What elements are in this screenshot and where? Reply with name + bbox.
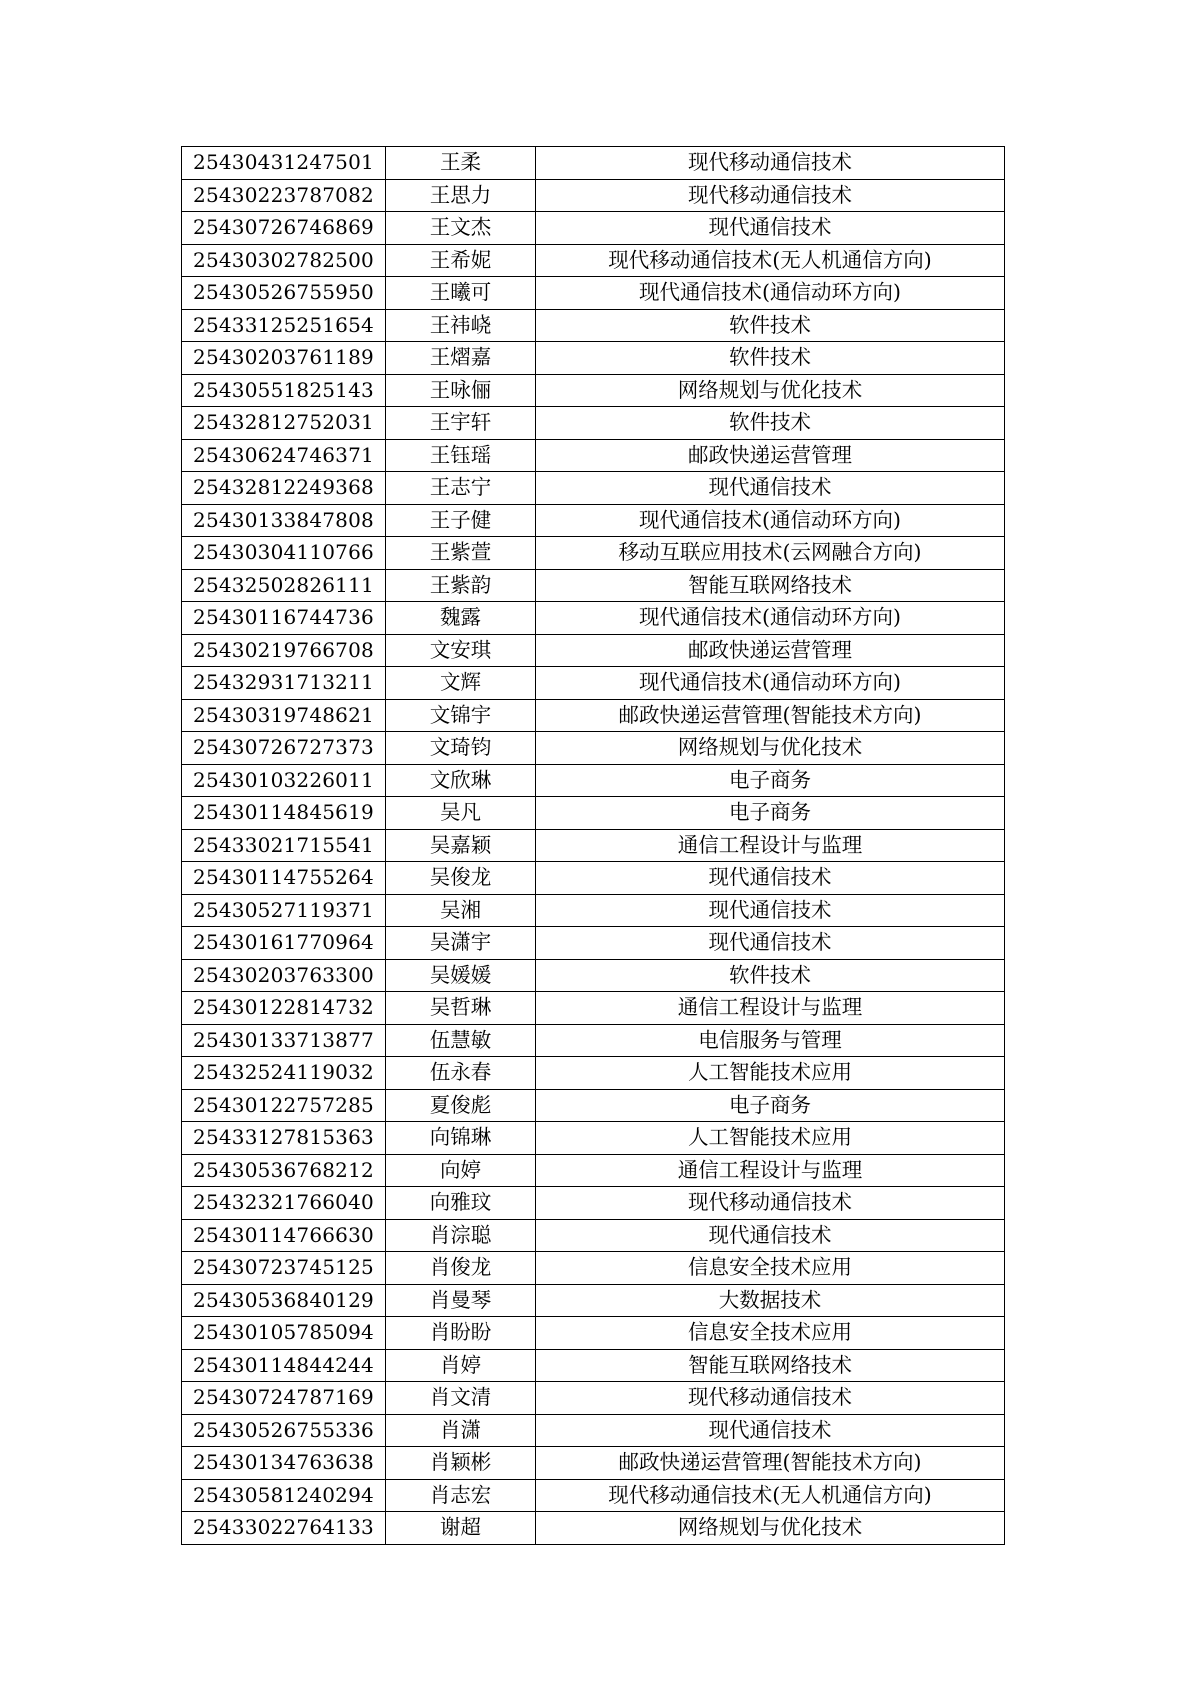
table-row [182, 764, 1005, 797]
major-cell: 智能互联网络技术 [536, 1349, 1005, 1382]
exam-number-cell: 25433125251654 [182, 309, 386, 342]
table-row [182, 602, 1005, 635]
table-row [182, 407, 1005, 440]
exam-number-cell: 25430122757285 [182, 1089, 386, 1122]
student-name-cell: 肖潇 [386, 1414, 536, 1447]
student-name-cell: 王文杰 [386, 212, 536, 245]
table-row [182, 309, 1005, 342]
exam-number-cell: 25432321766040 [182, 1187, 386, 1220]
major-cell: 现代通信技术 [536, 1414, 1005, 1447]
table-row [182, 797, 1005, 830]
major-cell: 电子商务 [536, 764, 1005, 797]
exam-number-cell: 25430114845619 [182, 797, 386, 830]
exam-number-cell: 25430726727373 [182, 732, 386, 765]
exam-number-cell: 25430203761189 [182, 342, 386, 375]
student-name-cell: 夏俊彪 [386, 1089, 536, 1122]
student-name-cell: 王熠嘉 [386, 342, 536, 375]
student-name-cell: 伍慧敏 [386, 1024, 536, 1057]
major-cell: 软件技术 [536, 309, 1005, 342]
major-cell: 现代通信技术 [536, 1219, 1005, 1252]
exam-number-cell: 25430726746869 [182, 212, 386, 245]
exam-number-cell: 25430536840129 [182, 1284, 386, 1317]
exam-number-cell: 25432524119032 [182, 1057, 386, 1090]
student-name-cell: 文琦钧 [386, 732, 536, 765]
exam-number-cell: 25432812249368 [182, 472, 386, 505]
student-name-cell: 王志宁 [386, 472, 536, 505]
table-row [182, 992, 1005, 1025]
table-row [182, 699, 1005, 732]
student-name-cell: 肖志宏 [386, 1479, 536, 1512]
table-row [182, 1154, 1005, 1187]
table-row [182, 212, 1005, 245]
student-name-cell: 肖俊龙 [386, 1252, 536, 1285]
student-name-cell: 王紫韵 [386, 569, 536, 602]
table-row [182, 829, 1005, 862]
major-cell: 现代通信技术 [536, 894, 1005, 927]
exam-number-cell: 25430114844244 [182, 1349, 386, 1382]
student-name-cell: 吴凡 [386, 797, 536, 830]
major-cell: 邮政快递运营管理(智能技术方向) [536, 699, 1005, 732]
exam-number-cell: 25430319748621 [182, 699, 386, 732]
major-cell: 智能互联网络技术 [536, 569, 1005, 602]
student-name-cell: 谢超 [386, 1512, 536, 1545]
table-row [182, 277, 1005, 310]
major-cell: 电子商务 [536, 1089, 1005, 1122]
table-row [182, 862, 1005, 895]
exam-number-cell: 25433127815363 [182, 1122, 386, 1155]
student-name-cell: 王紫萱 [386, 537, 536, 570]
major-cell: 软件技术 [536, 959, 1005, 992]
table-row [182, 1252, 1005, 1285]
student-name-cell: 肖婷 [386, 1349, 536, 1382]
student-name-cell: 吴俊龙 [386, 862, 536, 895]
major-cell: 通信工程设计与监理 [536, 1154, 1005, 1187]
major-cell: 大数据技术 [536, 1284, 1005, 1317]
exam-number-cell: 25430114766630 [182, 1219, 386, 1252]
student-name-cell: 王希妮 [386, 244, 536, 277]
table-row [182, 1024, 1005, 1057]
major-cell: 现代通信技术(通信动环方向) [536, 277, 1005, 310]
student-name-cell: 文锦宇 [386, 699, 536, 732]
table-row [182, 1382, 1005, 1415]
table-row [182, 1317, 1005, 1350]
table-row [182, 439, 1005, 472]
exam-number-cell: 25430526755336 [182, 1414, 386, 1447]
major-cell: 网络规划与优化技术 [536, 374, 1005, 407]
exam-number-cell: 25432931713211 [182, 667, 386, 700]
exam-number-cell: 25430304110766 [182, 537, 386, 570]
major-cell: 现代通信技术(通信动环方向) [536, 504, 1005, 537]
student-name-cell: 王思力 [386, 179, 536, 212]
exam-number-cell: 25432812752031 [182, 407, 386, 440]
major-cell: 现代通信技术(通信动环方向) [536, 602, 1005, 635]
exam-number-cell: 25433021715541 [182, 829, 386, 862]
student-name-cell: 肖文清 [386, 1382, 536, 1415]
table-row [182, 244, 1005, 277]
student-name-cell: 吴潇宇 [386, 927, 536, 960]
student-name-cell: 吴媛媛 [386, 959, 536, 992]
student-name-cell: 王钰瑶 [386, 439, 536, 472]
major-cell: 现代通信技术(通信动环方向) [536, 667, 1005, 700]
major-cell: 现代移动通信技术 [536, 1382, 1005, 1415]
student-name-cell: 肖曼琴 [386, 1284, 536, 1317]
exam-number-cell: 25430122814732 [182, 992, 386, 1025]
student-name-cell: 肖盼盼 [386, 1317, 536, 1350]
table-row [182, 959, 1005, 992]
table-row [182, 472, 1005, 505]
exam-number-cell: 25430133713877 [182, 1024, 386, 1057]
table-row [182, 1349, 1005, 1382]
table-row [182, 147, 1005, 180]
table-row [182, 569, 1005, 602]
student-name-cell: 肖颖彬 [386, 1447, 536, 1480]
exam-number-cell: 25430134763638 [182, 1447, 386, 1480]
table-row [182, 1479, 1005, 1512]
exam-number-cell: 25433022764133 [182, 1512, 386, 1545]
major-cell: 现代移动通信技术 [536, 179, 1005, 212]
table-row [182, 537, 1005, 570]
major-cell: 通信工程设计与监理 [536, 992, 1005, 1025]
exam-number-cell: 25430581240294 [182, 1479, 386, 1512]
major-cell: 移动互联应用技术(云网融合方向) [536, 537, 1005, 570]
table-row [182, 894, 1005, 927]
student-name-cell: 文安琪 [386, 634, 536, 667]
table-row [182, 667, 1005, 700]
major-cell: 现代通信技术 [536, 862, 1005, 895]
exam-number-cell: 25430624746371 [182, 439, 386, 472]
exam-number-cell: 25430116744736 [182, 602, 386, 635]
student-name-cell: 王子健 [386, 504, 536, 537]
major-cell: 电子商务 [536, 797, 1005, 830]
exam-number-cell: 25430133847808 [182, 504, 386, 537]
table-row [182, 1057, 1005, 1090]
major-cell: 通信工程设计与监理 [536, 829, 1005, 862]
exam-number-cell: 25432502826111 [182, 569, 386, 602]
exam-number-cell: 25430551825143 [182, 374, 386, 407]
exam-number-cell: 25430536768212 [182, 1154, 386, 1187]
major-cell: 邮政快递运营管理(智能技术方向) [536, 1447, 1005, 1480]
table-row [182, 1089, 1005, 1122]
table-row [182, 504, 1005, 537]
student-name-cell: 文欣琳 [386, 764, 536, 797]
table-row [182, 1219, 1005, 1252]
exam-number-cell: 25430105785094 [182, 1317, 386, 1350]
major-cell: 现代移动通信技术 [536, 147, 1005, 180]
student-name-cell: 向雅玟 [386, 1187, 536, 1220]
exam-number-cell: 25430161770964 [182, 927, 386, 960]
major-cell: 现代通信技术 [536, 472, 1005, 505]
student-name-cell: 王咏俪 [386, 374, 536, 407]
student-name-cell: 吴湘 [386, 894, 536, 927]
student-name-cell: 王宇轩 [386, 407, 536, 440]
major-cell: 现代移动通信技术(无人机通信方向) [536, 244, 1005, 277]
major-cell: 电信服务与管理 [536, 1024, 1005, 1057]
table-row [182, 1122, 1005, 1155]
major-cell: 信息安全技术应用 [536, 1317, 1005, 1350]
major-cell: 邮政快递运营管理 [536, 634, 1005, 667]
major-cell: 网络规划与优化技术 [536, 1512, 1005, 1545]
roster-table [181, 146, 1005, 1545]
major-cell: 现代通信技术 [536, 927, 1005, 960]
major-cell: 邮政快递运营管理 [536, 439, 1005, 472]
roster-body [182, 147, 1005, 1545]
table-row [182, 342, 1005, 375]
student-name-cell: 魏露 [386, 602, 536, 635]
exam-number-cell: 25430223787082 [182, 179, 386, 212]
major-cell: 人工智能技术应用 [536, 1057, 1005, 1090]
student-name-cell: 伍永春 [386, 1057, 536, 1090]
exam-number-cell: 25430527119371 [182, 894, 386, 927]
exam-number-cell: 25430103226011 [182, 764, 386, 797]
student-name-cell: 向锦琳 [386, 1122, 536, 1155]
exam-number-cell: 25430723745125 [182, 1252, 386, 1285]
student-name-cell: 王祎峣 [386, 309, 536, 342]
student-name-cell: 吴嘉颖 [386, 829, 536, 862]
table-row [182, 1512, 1005, 1545]
exam-number-cell: 25430219766708 [182, 634, 386, 667]
table-row [182, 732, 1005, 765]
major-cell: 软件技术 [536, 342, 1005, 375]
table-row [182, 1187, 1005, 1220]
table-row [182, 634, 1005, 667]
table-row [182, 374, 1005, 407]
student-name-cell: 肖淙聪 [386, 1219, 536, 1252]
student-name-cell: 吴哲琳 [386, 992, 536, 1025]
major-cell: 网络规划与优化技术 [536, 732, 1005, 765]
table-row [182, 1414, 1005, 1447]
table-row [182, 179, 1005, 212]
student-name-cell: 向婷 [386, 1154, 536, 1187]
major-cell: 现代移动通信技术 [536, 1187, 1005, 1220]
exam-number-cell: 25430302782500 [182, 244, 386, 277]
major-cell: 人工智能技术应用 [536, 1122, 1005, 1155]
table-row [182, 1284, 1005, 1317]
exam-number-cell: 25430114755264 [182, 862, 386, 895]
student-name-cell: 王曦可 [386, 277, 536, 310]
major-cell: 信息安全技术应用 [536, 1252, 1005, 1285]
exam-number-cell: 25430431247501 [182, 147, 386, 180]
table-row [182, 927, 1005, 960]
major-cell: 现代通信技术 [536, 212, 1005, 245]
exam-number-cell: 25430526755950 [182, 277, 386, 310]
major-cell: 现代移动通信技术(无人机通信方向) [536, 1479, 1005, 1512]
student-name-cell: 文辉 [386, 667, 536, 700]
major-cell: 软件技术 [536, 407, 1005, 440]
student-name-cell: 王柔 [386, 147, 536, 180]
table-row [182, 1447, 1005, 1480]
exam-number-cell: 25430203763300 [182, 959, 386, 992]
exam-number-cell: 25430724787169 [182, 1382, 386, 1415]
